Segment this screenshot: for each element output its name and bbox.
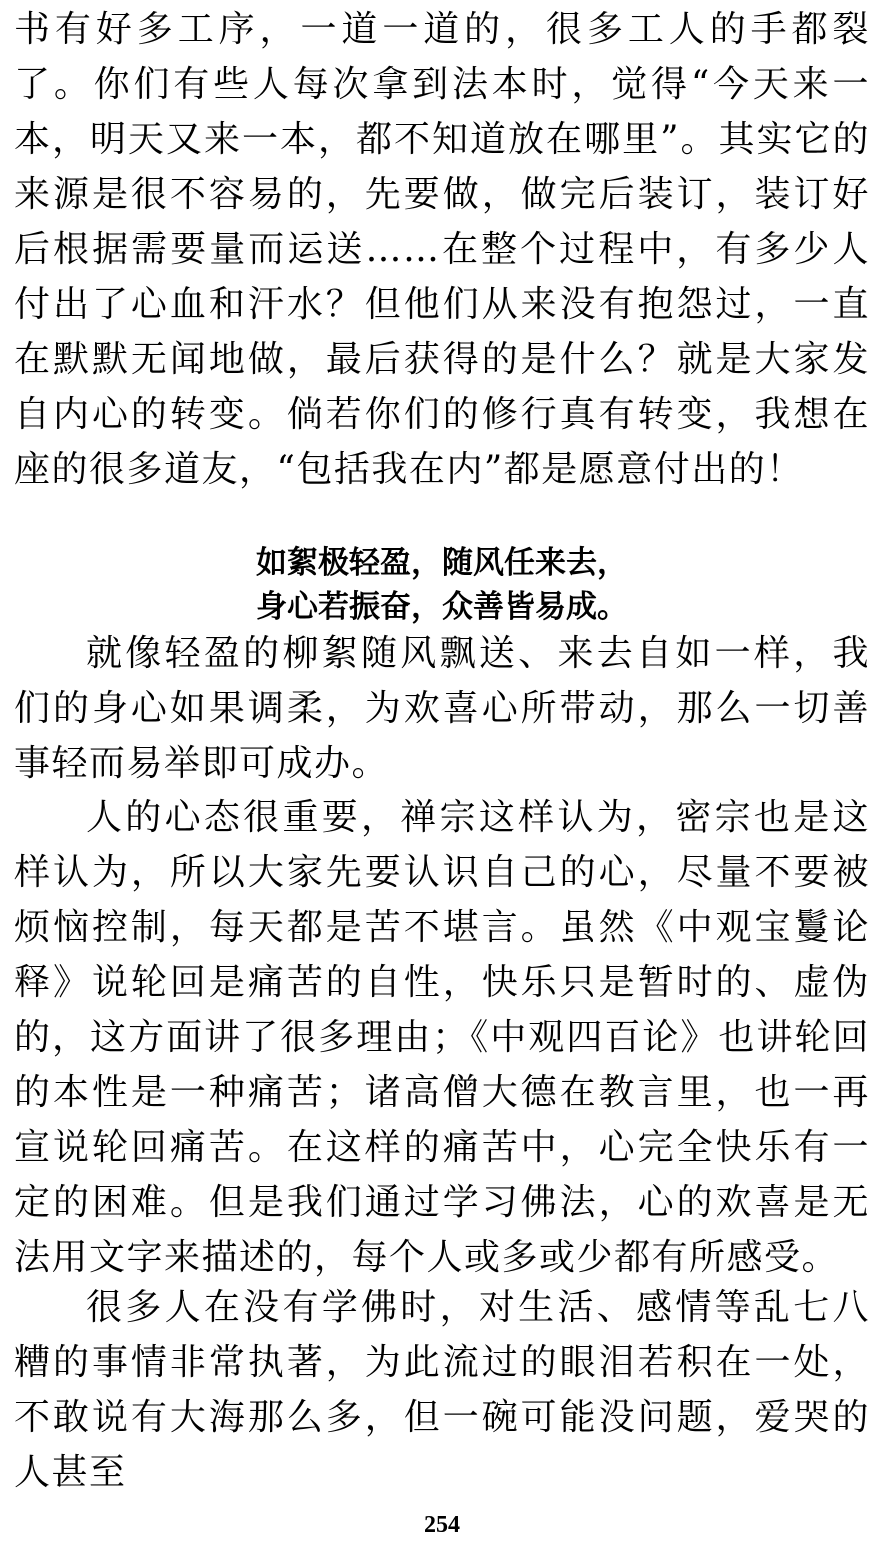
page-number: 254 xyxy=(424,1512,460,1538)
verse-line-2: 身心若振奋，众善皆易成。 xyxy=(256,589,628,625)
verse-line-1: 如絮极轻盈，随风任来去， xyxy=(256,545,628,581)
paragraph-verse-explanation: 就像轻盈的柳絮随风飘送、来去自如一样，我们的身心如果调柔，为欢喜心所带动，那么一切善事轻而易举即可成办。 xyxy=(14,633,870,784)
paragraph-attachment: 很多人在没有学佛时，对生活、感情等乱七八糟的事情非常执著，为此流过的眼泪若积在一处，不敢说有大海那么多，但一碗可能没问题，爱哭的人甚至 xyxy=(14,1287,870,1493)
paragraph-state-of-mind: 人的心态很重要，禅宗这样认为，密宗也是这样认为，所以大家先要认识自己的心，尽量不要被烦恼控制，每天都是苦不堪言。虽然《中观宝鬘论释》说轮回是痛苦的自性，快乐只是暂时的、虚伪的，这方面讲了很多理由；《中观四百论》也讲轮回的本性是一种痛苦；诸高僧大德在教言里，也一再宣说轮回痛苦。在这样的痛苦中，心完全快乐有一定的困难。但是我们通过学习佛法，心的欢喜是无法用文字来描述的，每个人或多或少都有所感受。 xyxy=(14,797,870,1278)
paragraph-continuation: 书有好多工序，一道一道的，很多工人的手都裂了。你们有些人每次拿到法本时，觉得“今天来一本，明天又来一本，都不知道放在哪里”。其实它的来源是很不容易的，先要做，做完后装订，装订好后根据需要量而运送……在整个过程中，有多少人付出了心血和汗水？但他们从来没有抱怨过，一直在默默无闻地做，最后获得的是什么？就是大家发自内心的转变。倘若你们的修行真有转变，我想在座的很多道友，“包括我在内”都是愿意付出的！ xyxy=(14,9,870,490)
